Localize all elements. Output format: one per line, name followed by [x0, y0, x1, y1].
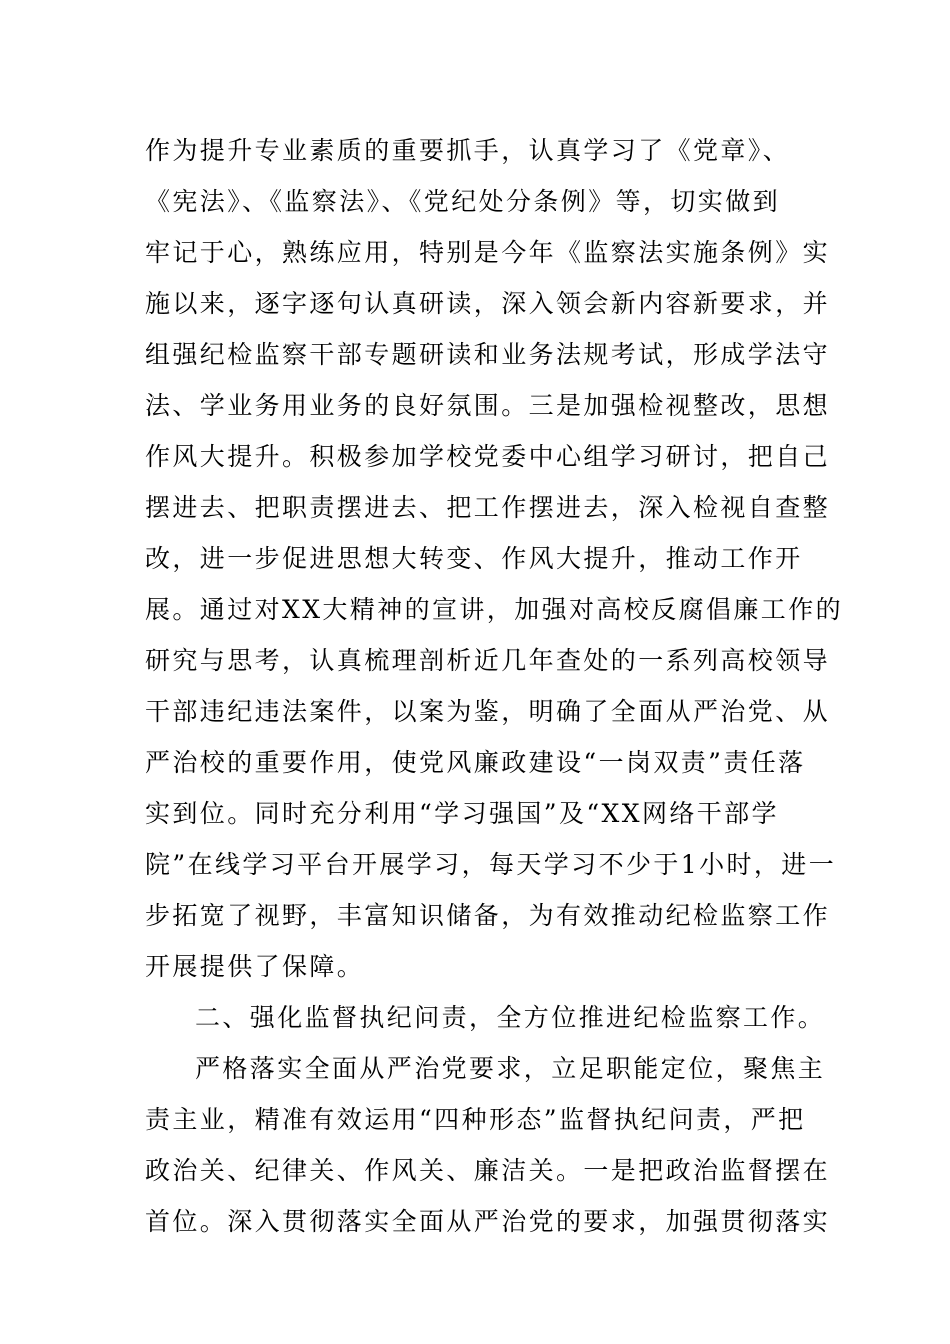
text-line: 开展提供了保障。: [145, 952, 365, 981]
text-line: 实到位。同时充分利用“学习强国”及“XX网络干部学: [145, 799, 779, 828]
body-text: [145, 125, 843, 1247]
text-line: 施以来，逐字逐句认真研读，深入领会新内容新要求，并: [145, 289, 831, 318]
text-line: 展。通过对XX大精神的宣讲，加强对高校反腐倡廉工作的: [145, 595, 843, 624]
text-line: 作风大提升。积极参加学校党委中心组学习研讨，把自己: [145, 442, 831, 471]
text-line: 改，进一步促进思想大转变、作风大提升，推动工作开: [145, 544, 803, 573]
text-line: 组强纪检监察干部专题研读和业务法规考试，形成学法守: [145, 340, 831, 369]
text-line: 研究与思考，认真梳理剖析近几年查处的一系列高校领导: [145, 646, 831, 675]
text-line: 严格落实全面从严治党要求，立足职能定位，聚焦主: [195, 1054, 826, 1083]
text-line: 首位。深入贯彻落实全面从严治党的要求，加强贯彻落实: [145, 1207, 831, 1236]
text-line: 摆进去、把职责摆进去、把工作摆进去，深入检视自查整: [145, 493, 831, 522]
text-line: 《宪法》、《监察法》、《党纪处分条例》等，切实做到: [145, 187, 781, 216]
text-line: 院”在线学习平台开展学习，每天学习不少于1小时，进一: [145, 850, 837, 879]
text-line: 政治关、纪律关、作风关、廉洁关。一是把政治监督摆在: [145, 1156, 831, 1185]
text-line: 作为提升专业素质的重要抓手，认真学习了《党章》、: [145, 136, 791, 165]
text-line: 步拓宽了视野，丰富知识储备，为有效推动纪检监察工作: [145, 901, 831, 930]
section-heading: 二、强化监督执纪问责，全方位推进纪检监察工作。: [195, 1003, 826, 1032]
text-line: 法、学业务用业务的良好氛围。三是加强检视整改，思想: [145, 391, 831, 420]
text-line: 干部违纪违法案件，以案为鉴，明确了全面从严治党、从: [145, 697, 831, 726]
text-line: 严治校的重要作用，使党风廉政建设“一岗双责”责任落: [145, 748, 806, 777]
text-line: 牢记于心，熟练应用，特别是今年《监察法实施条例》实: [145, 238, 831, 267]
text-line: 责主业，精准有效运用“四种形态”监督执纪问责，严把: [145, 1105, 806, 1134]
